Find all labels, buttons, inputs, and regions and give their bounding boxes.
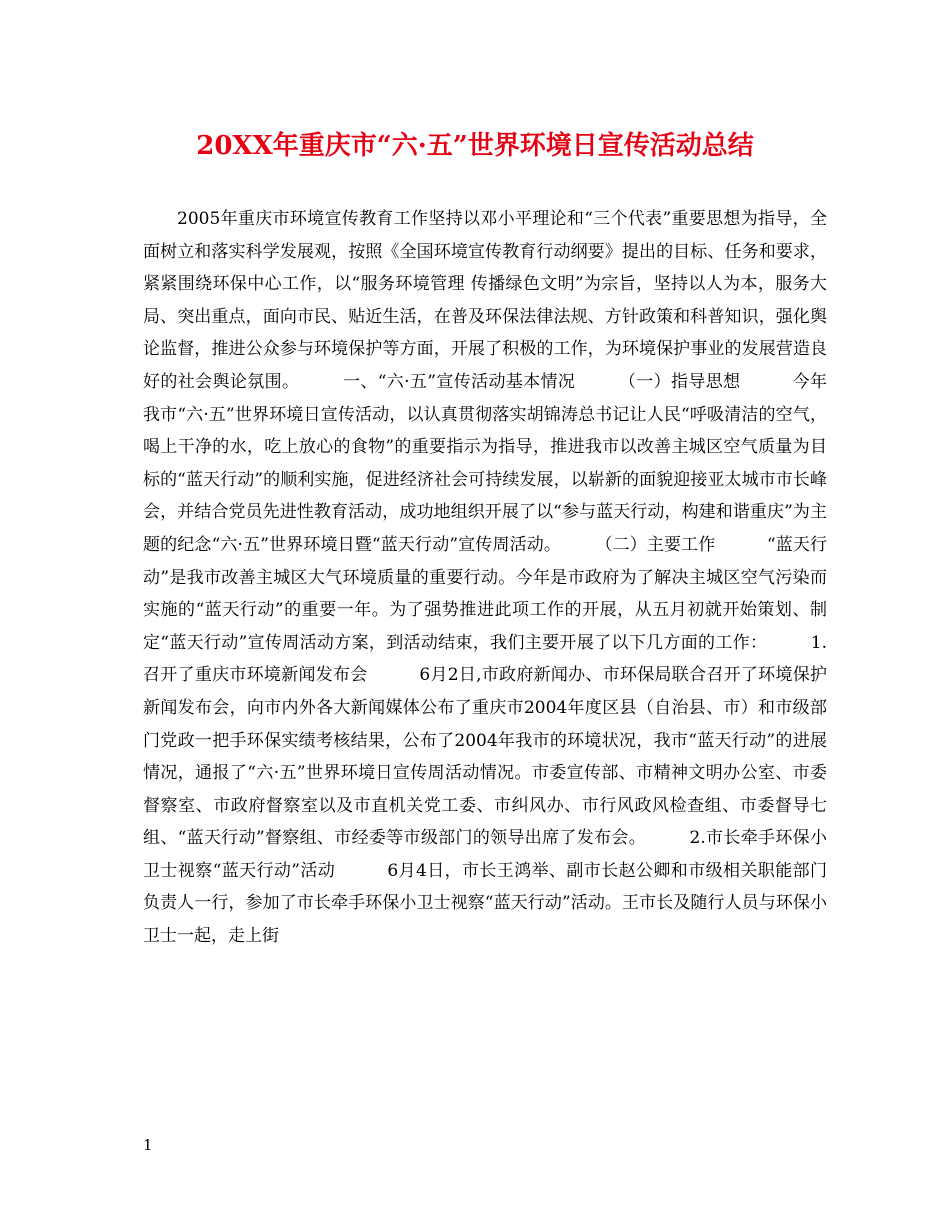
document-body: 2005年重庆市环境宣传教育工作坚持以邓小平理论和“三个代表”重要思想为指导，全面树立和落实科学发展观，按照《全国环境宣传教育行动纲要》提出的目标、任务和要求，紧紧围绕环保中心工作，以“服务环境管理 传播绿色文明”为宗旨，坚持以人为本，服务大局、突出重点，面向市民、贴近生活，在普及环保法律法规、方针政策和科普知识，强化舆论监督，推进公众参与环境保护等方面，开展了积极的工作，为环境保护事业的发展营造良好的社会舆论氛围。 一、“六·五”宣传活动基本情况 （一）指导思想 今年我市“六·五”世界环境日宣传活动，以认真贯彻落实胡锦涛总书记让人民“呼吸清洁的空气，喝上干净的水，吃上放心的食物”的重要指示为指导，推进我市以改善主城区空气质量为目标的“蓝天行动”的顺利实施，促进经济社会可持续发展，以崭新的面貌迎接亚太城市市长峰会，并结合党员先进性教育活动，成功地组织开展了以“参与蓝天行动，构建和谐重庆”为主题的纪念“六·五”世界环境日暨“蓝天行动”宣传周活动。 （二）主要工作 “蓝天行动”是我市改善主城区大气环境质量的重要行动。今年是市政府为了解决主城区空气污染而实施的“蓝天行动”的重要一年。为了强势推进此项工作的开展，从五月初就开始策划、制定“蓝天行动”宣传周活动方案，到活动结束，我们主要开展了以下几方面的工作： 1.召开了重庆市环境新闻发布会 6月2日,市政府新闻办、市环保局联合召开了环境保护新闻发布会，向市内外各大新闻媒体公布了重庆市2004年度区县（自治县、市）和市级部门党政一把手环保实绩考核结果，公布了2004年我市的环境状况，我市“蓝天行动”的进展情况，通报了“六·五”世界环境日宣传周活动情况。市委宣传部、市精神文明办公室、市委督察室、市政府督察室以及市直机关党工委、市纠风办、市行风政风检查组、市委督导七组、“蓝天行动”督察组、市经委等市级部门的领导出席了发布会。 2.市长牵手环保小卫士视察“蓝天行动”活动 6月4日，市长王鸿举、副市长赵公卿和市级相关职能部门负责人一行，参加了市长牵手环保小卫士视察“蓝天行动”活动。王市长及随行人员与环保小卫士一起，走上街 <box>143 209 827 947</box>
page-number: 1 <box>143 1136 153 1154</box>
document-title: 20XX年重庆市“六·五”世界环境日宣传活动总结 <box>196 131 754 161</box>
